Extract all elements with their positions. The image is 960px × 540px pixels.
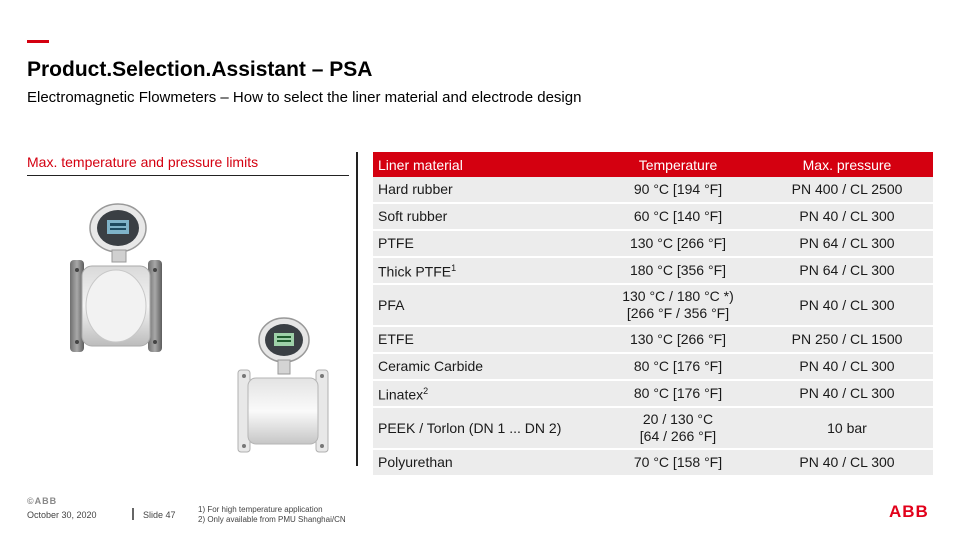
cell-material: Ceramic Carbide xyxy=(373,353,595,380)
cell-temperature: 130 °C [266 °F] xyxy=(595,230,761,257)
flowmeter-large-image xyxy=(62,200,170,360)
vertical-divider xyxy=(356,152,358,466)
cell-pressure: PN 250 / CL 1500 xyxy=(761,326,933,353)
material-label: Linatex xyxy=(378,386,424,403)
section-rule xyxy=(27,175,349,176)
footer-separator xyxy=(132,508,134,520)
temperature-line-1: 130 °C / 180 °C *) xyxy=(622,288,734,304)
section-heading: Max. temperature and pressure limits xyxy=(27,154,259,170)
table-row xyxy=(373,203,933,230)
header-max-pressure: Max. pressure xyxy=(802,156,892,173)
header-liner-material: Liner material xyxy=(378,156,463,173)
cell-temperature: 180 °C [356 °F] xyxy=(595,257,761,284)
table-row xyxy=(373,380,933,407)
flowmeter-small-image xyxy=(232,312,332,462)
liner-material-table xyxy=(373,152,933,477)
footnote-marker: 1 xyxy=(451,263,457,274)
footnote-2: 2) Only available from PMU Shanghai/CN xyxy=(198,515,346,524)
page-title: Product.Selection.Assistant – PSA xyxy=(27,58,373,81)
cell-material: Polyurethan xyxy=(373,449,595,476)
cell-temperature xyxy=(595,407,761,449)
temperature-line-2: [64 / 266 °F] xyxy=(639,428,717,444)
cell-temperature: 130 °C [266 °F] xyxy=(595,326,761,353)
cell-pressure: PN 64 / CL 300 xyxy=(761,230,933,257)
cell-temperature: 80 °C [176 °F] xyxy=(595,353,761,380)
cell-material xyxy=(373,380,595,407)
cell-pressure: PN 40 / CL 300 xyxy=(761,203,933,230)
page-subtitle: Electromagnetic Flowmeters – How to select the liner material and electrode design xyxy=(27,89,582,106)
table-row xyxy=(373,449,933,476)
cell-pressure: PN 40 / CL 300 xyxy=(761,380,933,407)
table-row xyxy=(373,326,933,353)
accent-bar xyxy=(27,40,49,43)
footnotes xyxy=(198,505,346,525)
cell-temperature xyxy=(595,284,761,326)
cell-pressure: PN 40 / CL 300 xyxy=(761,449,933,476)
footer-date: October 30, 2020 xyxy=(27,510,97,520)
cell-material: Hard rubber xyxy=(373,177,595,203)
cell-pressure: PN 40 / CL 300 xyxy=(761,353,933,380)
cell-temperature: 80 °C [176 °F] xyxy=(595,380,761,407)
cell-material: ETFE xyxy=(373,326,595,353)
table-header-row xyxy=(373,152,933,177)
footer-slide-number: Slide 47 xyxy=(143,510,176,520)
table-row xyxy=(373,177,933,203)
table-row xyxy=(373,407,933,449)
header-temperature: Temperature xyxy=(638,156,718,173)
abb-logo: ABB xyxy=(889,502,929,521)
cell-material: PFA xyxy=(373,284,595,326)
footer-copyright-logo: ©ABB xyxy=(27,496,58,506)
table-row xyxy=(373,353,933,380)
cell-pressure: PN 40 / CL 300 xyxy=(761,284,933,326)
temperature-line-2: [266 °F / 356 °F] xyxy=(626,305,730,321)
table-row xyxy=(373,257,933,284)
cell-temperature: 60 °C [140 °F] xyxy=(595,203,761,230)
cell-pressure: PN 64 / CL 300 xyxy=(761,257,933,284)
table-row xyxy=(373,230,933,257)
cell-material: PTFE xyxy=(373,230,595,257)
cell-material: PEEK / Torlon (DN 1 ... DN 2) xyxy=(373,407,595,449)
footnote-marker: 2 xyxy=(423,386,429,397)
cell-material xyxy=(373,257,595,284)
cell-temperature: 70 °C [158 °F] xyxy=(595,449,761,476)
cell-material: Soft rubber xyxy=(373,203,595,230)
table-row xyxy=(373,284,933,326)
temperature-line-1: 20 / 130 °C xyxy=(642,411,714,427)
cell-temperature: 90 °C [194 °F] xyxy=(595,177,761,203)
cell-pressure: PN 400 / CL 2500 xyxy=(761,177,933,203)
footnote-1: 1) For high temperature application xyxy=(198,505,323,514)
cell-pressure: 10 bar xyxy=(761,407,933,449)
material-label: Thick PTFE xyxy=(378,263,452,280)
